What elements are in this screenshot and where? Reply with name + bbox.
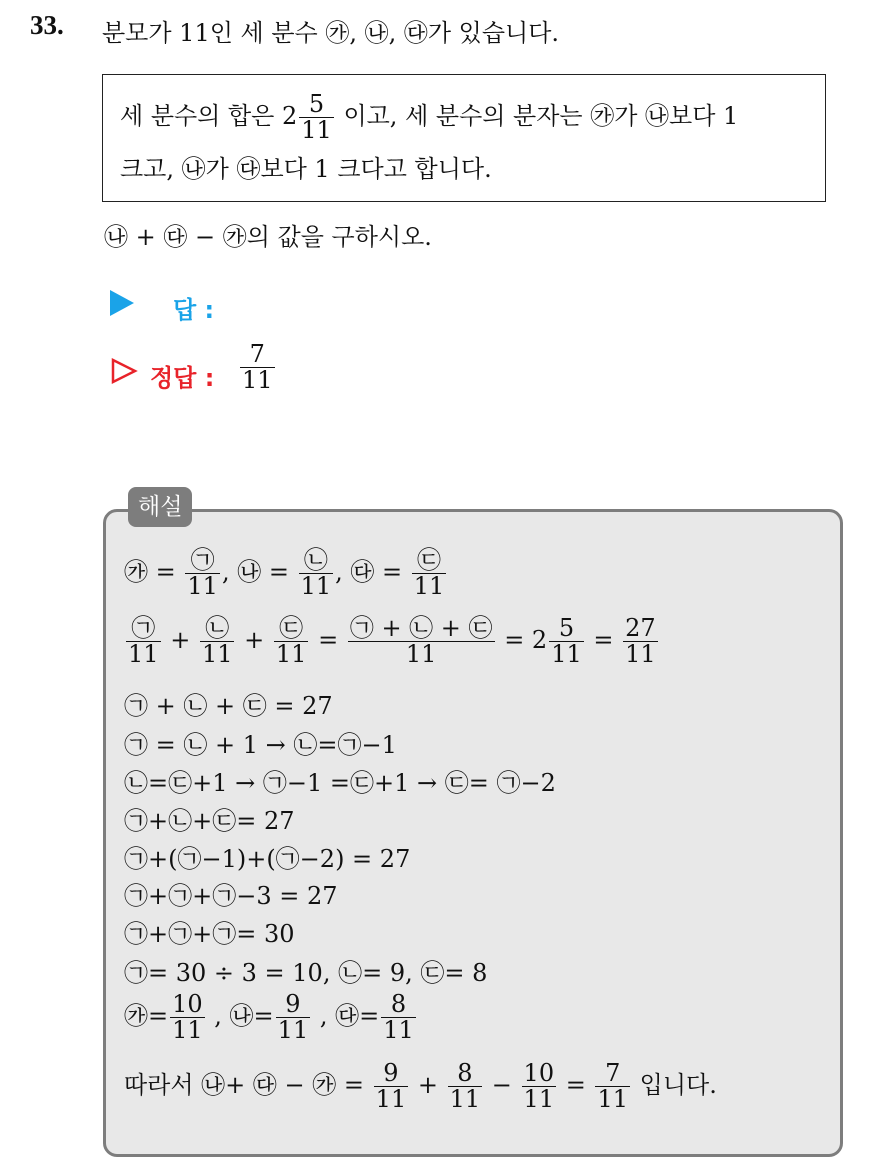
math-text: , ㉯ = [221,558,289,587]
fraction-denominator: 11 [523,1085,555,1114]
math-operator: + [244,626,265,655]
math-text: 따라서 ㉯+ ㉰ − ㉮ = [124,1071,365,1100]
fraction-denominator: 11 [449,1085,481,1114]
fraction-denominator: 11 [242,366,273,395]
solution-line-7: ㉠+(㉠−1)+(㉠−2) = 27 [124,845,411,873]
math-operator: = [565,1071,586,1100]
math-text: ㉮ = [124,558,176,587]
question-text: 분모가 11인 세 분수 ㉮, ㉯, ㉰가 있습니다. [102,19,560,47]
fraction-denominator: 11 [300,572,332,601]
fraction-denominator: 11 [348,641,495,667]
fraction-denominator: 11 [301,116,332,145]
fraction-numerator: 7 [605,1059,621,1087]
condition-text-pre: 세 분수의 합은 2 [120,102,298,131]
math-operator: + [417,1071,438,1100]
fraction-denominator: 11 [551,640,582,669]
fraction-denominator: 11 [375,1085,407,1114]
fraction-numerator: 10 [523,1059,555,1087]
fraction-numerator: 10 [172,990,203,1018]
fraction-numerator: ㉡ [205,614,230,642]
math-operator: = 2 [504,626,548,655]
solution-line-5: ㉡=㉢+1 → ㉠−1 =㉢+1 → ㉢= ㉠−2 [124,769,556,797]
fraction-numerator: 8 [457,1059,473,1087]
fraction-numerator: ㉠ [190,546,215,574]
question-ask: ㉯ + ㉰ − ㉮의 값을 구하시오. [104,223,432,251]
solution-line-6: ㉠+㉡+㉢= 27 [124,807,295,835]
fraction-denominator: 11 [597,1085,629,1114]
fraction-numerator: 8 [390,990,407,1018]
fraction-numerator: ㉡ [303,546,328,574]
condition-line-2: 크고, ㉯가 ㉰보다 1 크다고 합니다. [120,155,492,183]
fraction-numerator: ㉠ + ㉡ + ㉢ [349,614,493,642]
fraction-numerator: 7 [249,340,265,368]
fraction-denominator: 11 [413,572,445,601]
fraction-numerator: 9 [285,990,301,1018]
fraction-numerator: ㉠ [131,614,156,642]
fraction-denominator: 11 [277,1016,309,1045]
fraction-denominator: 11 [128,640,159,669]
fraction-denominator: 11 [625,640,656,669]
solution-line-11 [124,992,418,1043]
math-text: 입니다. [639,1071,717,1100]
solution-line-4: ㉠ = ㉡ + 1 → ㉡=㉠−1 [124,731,397,759]
answer-label: 답 : [173,296,215,324]
solution-line-9: ㉠+㉠+㉠= 30 [124,920,295,948]
fraction-numerator: 5 [558,614,575,642]
solution-line-8: ㉠+㉠+㉠−3 = 27 [124,882,338,910]
math-text: , ㉰ = [335,558,403,587]
correct-answer-label: 정답 : [150,364,215,392]
solution-line-12 [124,1061,717,1112]
fraction-denominator: 11 [201,640,233,669]
math-operator: + [170,626,191,655]
fraction-numerator: 5 [308,90,325,118]
correct-answer-value [238,342,277,393]
math-operator: = [318,626,339,655]
fraction-denominator: 11 [172,1016,203,1045]
math-operator: = [593,626,614,655]
fraction-denominator: 11 [275,640,307,669]
math-text: , ㉯= [214,1002,274,1031]
solution-tab: 해설 [128,487,192,527]
solution-line-10: ㉠= 30 ÷ 3 = 10, ㉡= 9, ㉢= 8 [124,959,488,987]
condition-line-1 [120,92,738,143]
question-number: 33. [30,10,64,40]
math-text: , ㉰= [319,1002,380,1031]
condition-text-post: 이고, 세 분수의 분자는 ㉮가 ㉯보다 1 [335,102,739,131]
fraction-numerator: 9 [383,1059,399,1087]
fraction-numerator: ㉢ [417,546,442,574]
fraction-denominator: 11 [187,572,218,601]
solution-line-3: ㉠ + ㉡ + ㉢ = 27 [124,692,333,720]
answer-play-icon [110,290,134,316]
solution-line-2 [124,616,660,667]
fraction-numerator: 27 [625,614,656,642]
solution-line-1 [124,548,448,599]
correct-answer-triangle-icon [110,357,138,385]
math-operator: − [491,1071,512,1100]
fraction-numerator: ㉢ [279,614,304,642]
fraction-denominator: 11 [383,1016,414,1045]
condition-fraction [299,92,334,143]
math-text: ㉮= [124,1002,169,1031]
